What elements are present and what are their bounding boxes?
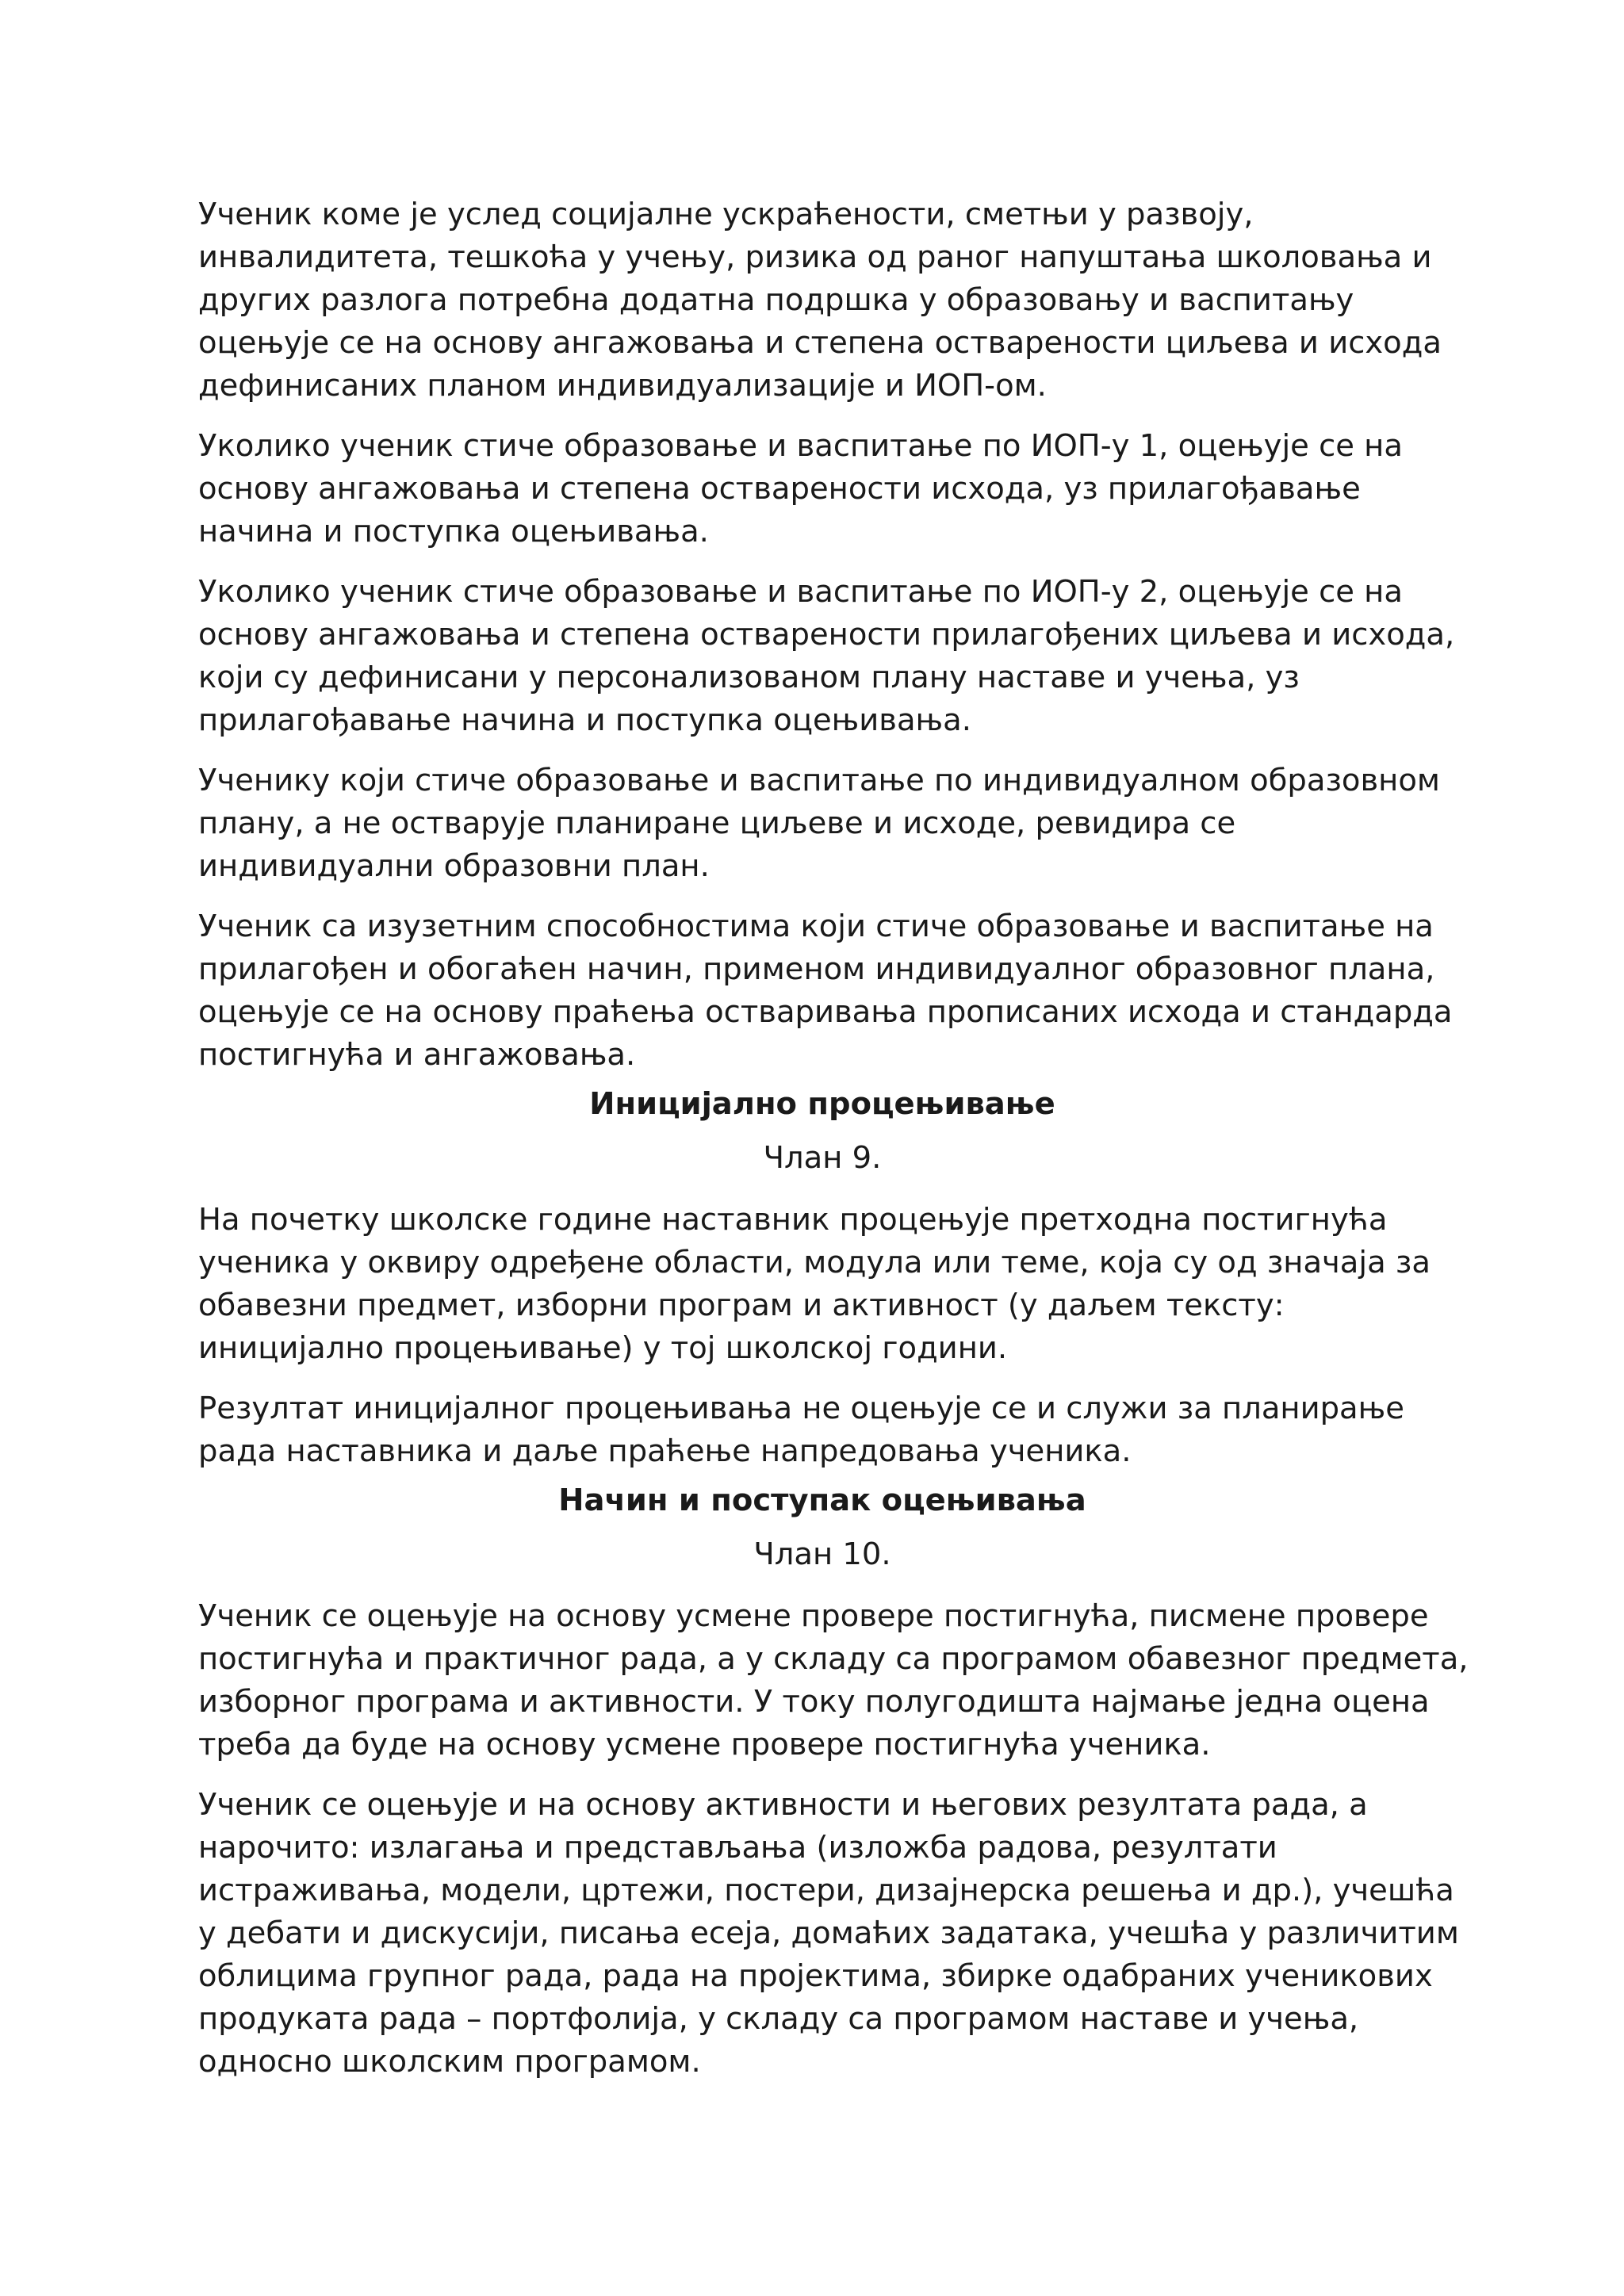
text-line: начина и поступка оцењивања. — [198, 514, 709, 549]
paragraph-iop1 — [198, 425, 1435, 553]
text-line: основу ангажовања и степена остварености исхода, уз прилагођавање — [198, 471, 1361, 507]
text-line: обавезни предмет, изборни програм и активност (у даљем тексту: — [198, 1288, 1285, 1323]
text-line: у дебати и дискусији, писања есеја, домаћих задатака, учешћа у различитим — [198, 1915, 1459, 1951]
text-line: Ученик са изузетним способностима који стиче образовање и васпитање на — [198, 909, 1434, 944]
text-line: плану, а не остварује планиране циљеве и исходе, ревидира се — [198, 806, 1236, 841]
text-line: постигнућа и ангажовања. — [198, 1037, 636, 1073]
paragraph-initial-assessment — [198, 1199, 1435, 1370]
text-line: треба да буде на основу усмене провере постигнућа ученика. — [198, 1727, 1211, 1762]
paragraph-activity-assessment — [198, 1784, 1459, 2084]
text-line: који су дефинисани у персонализованом плану наставе и учења, уз — [198, 660, 1300, 695]
text-line: Ученик се оцењује на основу усмене провере постигнућа, писмене провере — [198, 1598, 1429, 1634]
section-heading-assessment-method: Начин и поступак оцењивања — [558, 1483, 1086, 1518]
document-page — [198, 193, 1469, 2101]
text-line: Резултат иницијалног процењивања не оцењује се и служи за планирање — [198, 1391, 1404, 1426]
text-line: продуката рада – портфолија, у складу са програмом наставе и учења, — [198, 2001, 1359, 2037]
text-line: Ученику који стиче образовање и васпитање по индивидуалном образовном — [198, 763, 1440, 798]
text-line: иницијално процењивање) у тој школској години. — [198, 1330, 1008, 1366]
paragraph-initial-assessment-result — [198, 1387, 1435, 1473]
text-line: основу ангажовања и степена остварености прилагођених циљева и исхода, — [198, 617, 1455, 652]
text-line: прилагођен и обогаћен начин, применом индивидуалног образовног плана, — [198, 951, 1435, 987]
text-line: прилагођавање начина и поступка оцењивања. — [198, 702, 971, 738]
section-heading-initial-assessment: Иницијално процењивање — [589, 1086, 1055, 1122]
text-line: Уколико ученик стиче образовање и васпитање по ИОП-у 1, оцењује се на — [198, 428, 1403, 464]
text-line: инвалидитета, тешкоћа у учењу, ризика од раног напуштања школовања и — [198, 239, 1432, 275]
text-line: Уколико ученик стиче образовање и васпитање по ИОП-у 2, оцењује се на — [198, 574, 1403, 610]
text-line: рада наставника и даље праћење напредовања ученика. — [198, 1433, 1132, 1469]
paragraph-support-assessment — [198, 193, 1442, 408]
text-line: облицима групног рада, рада на пројектима, збирке одабраних ученикових — [198, 1958, 1433, 1994]
article-number-9: Члан 9. — [763, 1140, 882, 1176]
text-line: ученика у оквиру одређене области, модула или теме, која су од значаја за — [198, 1245, 1431, 1280]
text-line: оцењује се на основу праћења остваривања прописаних исхода и стандарда — [198, 994, 1453, 1030]
text-line: оцењује се на основу ангажовања и степена остварености циљева и исхода — [198, 325, 1442, 361]
text-line: дефинисаних планом индивидуализације и ИОП-ом. — [198, 368, 1047, 404]
paragraph-assessment-basis — [198, 1595, 1469, 1766]
text-line: изборног програма и активности. У току полугодишта најмање једна оцена — [198, 1684, 1430, 1720]
paragraph-iop-revision — [198, 760, 1440, 888]
text-line: Ученик се оцењује и на основу активности и његових резултата рада, а — [198, 1787, 1368, 1823]
text-line: индивидуални образовни план. — [198, 848, 710, 884]
paragraph-gifted-students — [198, 905, 1453, 1077]
text-line: истраживања, модели, цртежи, постери, дизајнерска решења и др.), учешћа — [198, 1873, 1454, 1908]
paragraph-iop2 — [198, 571, 1455, 742]
text-line: Ученик коме је услед социјалне ускраћености, сметњи у развоју, — [198, 197, 1254, 232]
text-line: На почетку школске године наставник процењује претходна постигнућа — [198, 1202, 1388, 1238]
text-line: нарочито: излагања и представљања (изложба радова, резултати — [198, 1830, 1277, 1866]
text-line: других разлога потребна додатна подршка у образовању и васпитању — [198, 282, 1354, 318]
text-line: постигнућа и практичног рада, а у складу са програмом обавезног предмета, — [198, 1641, 1469, 1677]
article-number-10: Члан 10. — [753, 1536, 891, 1572]
text-line: односно школским програмом. — [198, 2044, 701, 2080]
